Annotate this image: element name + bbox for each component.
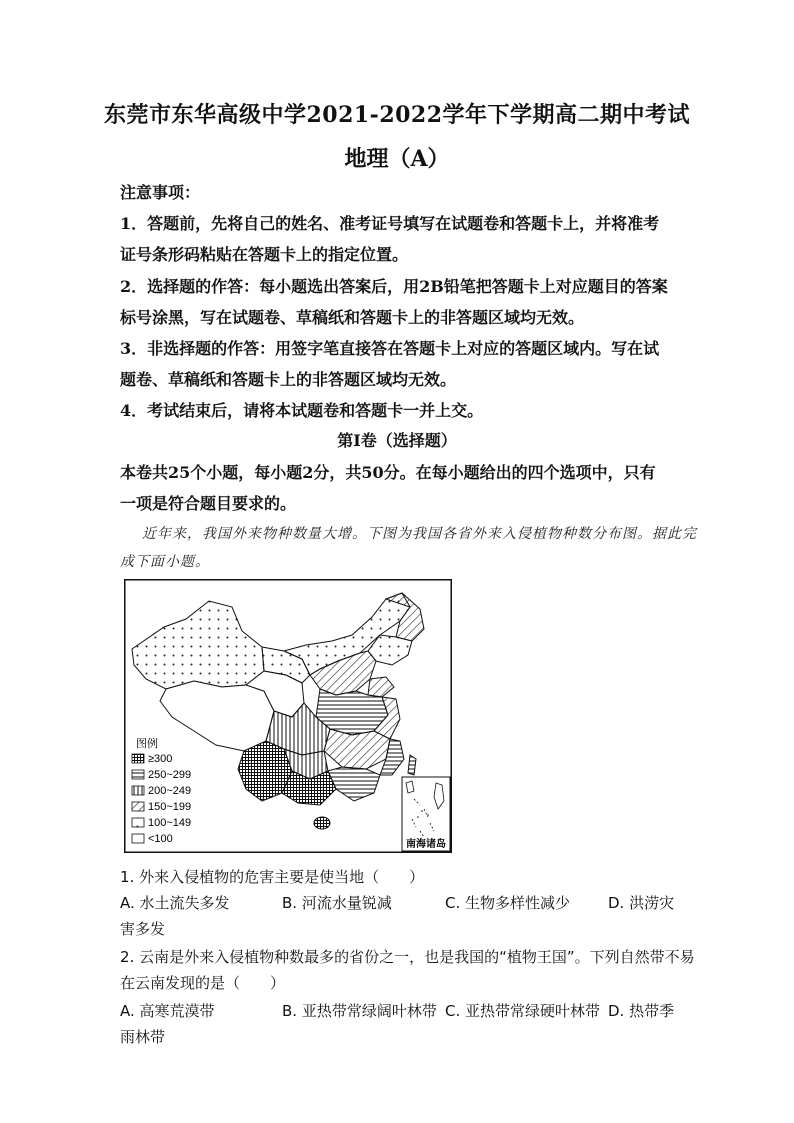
inset-label: 南海诸岛 [406,839,446,850]
legend-swatch [132,834,144,843]
notice-line: 1．答题前，先将自己的姓名、准考证号填写在试题卷和答题卡上，并将准考 [120,214,660,233]
question-1-option-b[interactable]: B. 河流水量锐减 [282,894,392,912]
exam-title: 东莞市东华高级中学2021-2022学年下学期高二期中考试 [103,102,691,128]
legend-label: <100 [148,833,173,845]
question-1-stem: 1. 外来入侵植物的危害主要是使当地（ ） [120,868,425,886]
china-invasive-plant-map [124,579,452,853]
legend-label: 150~199 [148,801,192,813]
question-2-option-d-wrap: 雨林带 [120,1028,166,1046]
legend-label: 200~249 [148,785,192,797]
notice-line: 标号涂黑，写在试题卷、草稿纸和答题卡上的非答题区域均无效。 [120,308,585,327]
legend-swatch [132,754,144,763]
question-2-option-c[interactable]: C. 亚热带常绿硬叶林带 [445,1002,601,1020]
map-svg [124,579,452,853]
legend-label: ≥300 [148,753,173,765]
legend-swatch [132,770,144,779]
notice-line: 题卷、草稿纸和答题卡上的非答题区域均无效。 [120,370,457,389]
question-2-stem: 在云南发现的是（ ） [120,974,286,992]
notice-heading: 注意事项： [120,183,201,202]
region-hainan [314,817,330,829]
question-2-option-a[interactable]: A. 高寒荒漠带 [120,1002,215,1020]
question-1-option-a[interactable]: A. 水土流失多发 [120,894,230,912]
intro-text: 成下面小题。 [120,554,210,570]
region-taiwan [408,755,416,775]
section-title: 第Ⅰ卷（选择题） [337,431,457,450]
notice-line: 3．非选择题的作答：用签字笔直接答在答题卡上对应的答题区域内。写在试 [120,339,660,358]
legend-swatch [132,818,144,827]
exam-subject: 地理（A） [344,146,450,172]
notice-line: 2．选择题的作答：每小题选出答案后，用2B铅笔把答题卡上对应题目的答案 [120,277,668,296]
notice-line: 4．考试结束后，请将本试题卷和答题卡一并上交。 [120,401,484,420]
intro-text: 近年来，我国外来物种数量大增。下图为我国各省外来入侵植物种数分布图。据此完 [142,526,697,542]
legend-title: 图例 [136,738,158,750]
legend-label: 100~149 [148,817,192,829]
notice-line: 证号条形码粘贴在答题卡上的指定位置。 [120,245,409,264]
question-2-stem: 2. 云南是外来入侵植物种数最多的省份之一，也是我国的“植物王国”。下列自然带不易 [120,948,695,966]
question-2-option-b[interactable]: B. 亚热带常绿阔叶林带 [282,1002,437,1020]
south-china-sea-inset [402,777,450,851]
legend-swatch [132,786,144,795]
question-1-option-d-wrap: 害多发 [120,920,166,938]
legend-swatch [132,802,144,811]
question-1-option-c[interactable]: C. 生物多样性减少 [445,894,571,912]
legend-label: 250~299 [148,769,192,781]
section-desc: 一项是符合题目要求的。 [120,494,297,513]
question-1-option-d[interactable]: D. 洪涝灾 [608,894,675,912]
question-2-option-d[interactable]: D. 热带季 [608,1002,675,1020]
section-desc: 本卷共25个小题，每小题2分，共50分。在每小题给出的四个选项中，只有 [120,463,656,482]
